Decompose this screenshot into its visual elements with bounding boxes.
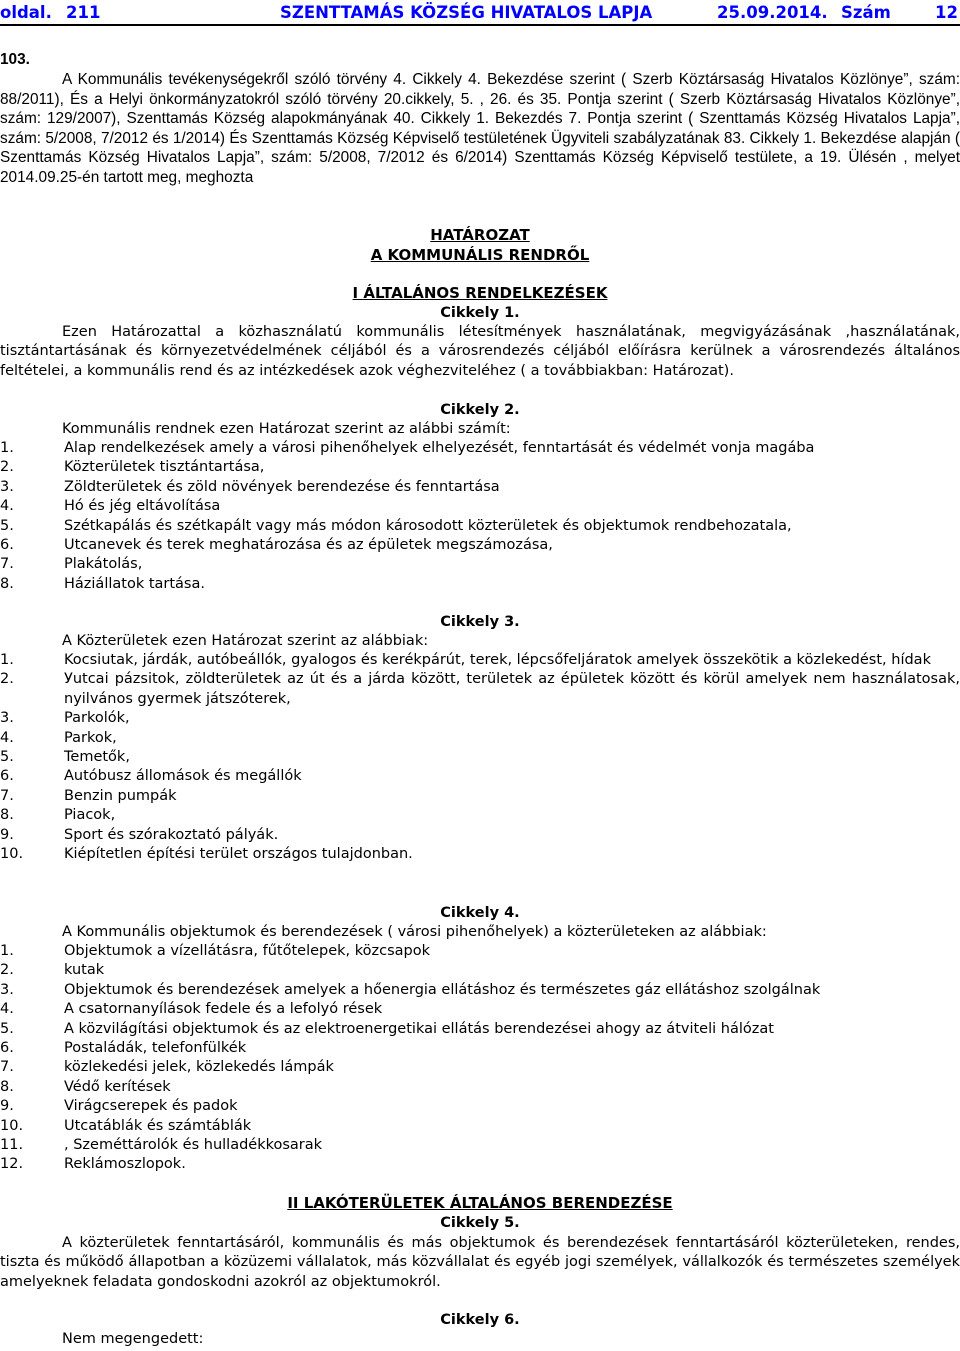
list-item-text: Kocsiutak, járdák, autóbeállók, gyalogos és kerékpárút, terek, lépcsőfeljáratok amelyek összekötik a közlekedést, hídak [64, 652, 931, 668]
list-item-text: Sport és szórakoztató pályák. [64, 826, 279, 843]
list-item-text: Objektumok és berendezések amelyek a hőenergia ellátáshoz és természetes gáz ellátáshoz szolgálnak [64, 981, 821, 998]
list-item-number: 1. [0, 943, 14, 959]
page-header [0, 0, 960, 26]
list-item [0, 1136, 960, 1155]
list-item-number: 10. [0, 846, 24, 863]
list-item-number: 7. [0, 1059, 14, 1076]
list-item [0, 1039, 960, 1058]
list-item-text: A csatornanyílások fedele és a lefolyó rések [64, 1001, 383, 1018]
list-item-number: 8. [0, 575, 14, 592]
list-item-text: Utcatáblák és számtáblák [64, 1117, 252, 1134]
journal-title: SZENTTAMÁS KÖZSÉG HIVATALOS LAPJA [280, 3, 653, 22]
list-item-number: 2. [0, 671, 14, 688]
list-item-text: Kiépítetlen építési terület országos tulajdonban. [64, 846, 413, 863]
page-label: oldal. [0, 3, 52, 22]
list-item-text: Benzin pumpák [64, 787, 177, 804]
page-number: 211 [66, 3, 101, 22]
list-item [0, 767, 960, 786]
list-item [0, 458, 960, 477]
part-1-heading: I ÁLTALÁNOS RENDELKEZÉSEK [352, 284, 608, 302]
list-item [0, 845, 960, 864]
list-item-number: 3. [0, 981, 14, 998]
article-6-heading: Cikkely 6. [440, 1312, 520, 1328]
list-item-number: 5. [0, 517, 14, 534]
list-item [0, 497, 960, 516]
list-item [0, 1020, 960, 1039]
list-item-number: 3. [0, 710, 14, 727]
list-item-text: Parkok, [64, 729, 117, 746]
list-item-text: Plakátolás, [64, 556, 143, 573]
list-item-number: 7. [0, 556, 14, 573]
list-item [0, 1058, 960, 1077]
article-1-heading: Cikkely 1. [440, 305, 520, 321]
part-2-heading: II LAKÓTERÜLETEK ÁLTALÁNOS BERENDEZÉSE [287, 1194, 673, 1212]
list-item-number: 10. [0, 1117, 24, 1134]
article-2-lead: Kommunális rendnek ezen Határozat szerint az alábbi számít: [62, 421, 511, 437]
list-item-text: Piacok, [64, 807, 116, 824]
list-item [0, 729, 960, 748]
list-item [0, 1078, 960, 1097]
decree-title: HATÁROZAT [430, 226, 530, 244]
list-item [0, 806, 960, 825]
list-item-text: Közterületek tisztántartása, [64, 459, 265, 476]
list-item-text: közlekedési jelek, közlekedés lámpák [64, 1059, 334, 1076]
issue-number: 12 [935, 3, 958, 22]
list-item-number: 11. [0, 1137, 24, 1154]
list-item [0, 748, 960, 767]
preamble-paragraph: A Kommunális tevékenységekről szóló törvény 4. Cikkely 4. Bekezdése szerint ( Szerb Köztársaság Hivatalos Közlönye”, szám: 88/2011), És a Helyi önkormányzatokról szóló törvény 20.cikkely, 5. , 26. és 35. Pontja szerint ( Szerb Köztársaság Hivatalos Közlönye”, szám: 129/2007), Szenttamás Község alapokmányának 40. Cikkely 1. Bekezdés 7. Pontja szerint ( Szenttamás Község Hivatalos Lapja”, szám: 5/2008, 7/2012 és 1/2014) És Szenttamás Község Képviselő testületének Ügyviteli szabályzatának 83. Cikkely 1. Bekezdése alapján ( Szenttamás Község Hivatalos Lapja”, szám: 5/2008, 7/2012 és 6/2014) Szenttamás Község Képviselő testülete, a 19. Ülésén , melyet 2014.09.25-én tartott meg, meghozta [0, 71, 960, 186]
list-item-number: 5. [0, 749, 14, 766]
article-5-heading: Cikkely 5. [440, 1215, 520, 1231]
list-item [0, 439, 960, 458]
article-6-lead: Nem megengedett: [62, 1331, 204, 1347]
list-item-number: 6. [0, 768, 14, 785]
list-item [0, 575, 960, 594]
list-item-number: 4. [0, 729, 14, 746]
list-item [0, 1117, 960, 1136]
list-item-number: 6. [0, 1040, 14, 1057]
list-item-number: 6. [0, 537, 14, 554]
list-item-number: 1. [0, 440, 14, 456]
article-4-lead: A Kommunális objektumok és berendezések ( városi pihenőhelyek) a közterületeken az alábbiak: [62, 924, 767, 940]
list-item [0, 1000, 960, 1019]
article-4-list [0, 942, 960, 1175]
list-item [0, 826, 960, 845]
list-item [0, 787, 960, 806]
list-item [0, 651, 960, 670]
list-item-number: 4. [0, 498, 14, 515]
list-item-text: Parkolók, [64, 710, 130, 727]
decree-subtitle: A KOMMUNÁLIS RENDRŐL [370, 246, 590, 264]
list-item-text: Hó és jég eltávolítása [64, 498, 221, 515]
list-item [0, 1097, 960, 1116]
article-2-list [0, 439, 960, 594]
list-item [0, 478, 960, 497]
list-item-number: 7. [0, 787, 14, 804]
article-1-text: Ezen Határozattal a közhasználatú kommunális létesítmények használatának, megvigyázásának ,használatának, tisztántartásának és környezetvédelmének céljából és a városrendezés céljából előírásra kerülnek a városrendezés általános feltételei, a kommunális rend és az intézkedések azok véghezviteléhez ( a továbbiakban: Határozat). [0, 324, 960, 379]
list-item-text: Autóbusz állomások és megállók [64, 768, 302, 785]
list-item-text: Objektumok a vízellátásra, fűtőtelepek, közcsapok [64, 943, 431, 959]
list-item-text: Szétkapálás és szétkapált vagy más módon károsodott közterületek és objektumok rendbehozatala, [64, 517, 792, 534]
list-item [0, 961, 960, 980]
list-item-text: Utcanevek és terek meghatározása és az épületek megszámozása, [64, 537, 553, 554]
list-item-text: Zöldterületek és zöld növények berendezése és fenntartása [64, 478, 500, 495]
list-item [0, 981, 960, 1000]
list-item [0, 555, 960, 574]
article-3-lead: A Közterületek ezen Határozat szerint az alábbiak: [62, 633, 429, 649]
list-item-text: A közvilágítási objektumok és az elektroenergetikai ellátás berendezései ahogy az átviteli hálózat [64, 1020, 774, 1037]
list-item-number: 2. [0, 459, 14, 476]
list-item-number: 9. [0, 1098, 14, 1115]
list-item-text: Alap rendelkezések amely a városi pihenőhelyek elhelyezését, fenntartását és védelmét vonja magába [64, 440, 815, 456]
list-item-number: 8. [0, 1078, 14, 1095]
article-3-list [0, 651, 960, 864]
article-4-heading: Cikkely 4. [440, 905, 520, 921]
article-2-heading: Cikkely 2. [440, 402, 520, 418]
list-item-number: 5. [0, 1020, 14, 1037]
list-item [0, 709, 960, 728]
list-item-text: Virágcserepek és padok [64, 1098, 238, 1115]
list-item [0, 536, 960, 555]
list-item-text: Védő kerítések [64, 1078, 171, 1095]
list-item [0, 517, 960, 536]
list-item-text: Temetők, [64, 749, 130, 766]
issue-date: 25.09.2014. [717, 3, 828, 22]
list-item-text: Уutcai pázsitok, zöldterületek az út és a járda között, területek az épületek között és körül amelyek nem használatosak, nyilvános gyermek játszóterek, [64, 671, 960, 707]
list-item-number: 3. [0, 478, 14, 495]
decree-number: 103. [0, 51, 30, 68]
article-3-heading: Cikkely 3. [440, 614, 520, 630]
list-item-number: 4. [0, 1001, 14, 1018]
header-divider [0, 24, 960, 26]
article-5-text: A közterületek fenntartásáról, kommunális és más objektumok és berendezések fenntartásáról közterületeken, rendes, tiszta és működő állapotban a közüzemi vállalatok, más közvállalat és egyéb jogi személyek, vállalkozók és természetes személyek amelyeknek feladata gondoskodni azokról az objektumokról. [0, 1235, 960, 1290]
list-item-text: Postaládák, telefonfülkék [64, 1040, 247, 1057]
list-item-number: 2. [0, 962, 14, 979]
list-item [0, 1155, 960, 1174]
list-item-text: , Szeméttárolók és hulladékkosarak [64, 1137, 323, 1154]
list-item-text: Háziállatok tartása. [64, 575, 205, 592]
list-item-text: Reklámoszlopok. [64, 1156, 186, 1173]
list-item-number: 9. [0, 826, 14, 843]
list-item [0, 942, 960, 961]
issue-label: Szám [841, 3, 891, 22]
list-item-number: 1. [0, 652, 14, 668]
list-item-number: 8. [0, 807, 14, 824]
list-item [0, 670, 960, 709]
list-item-text: kutak [64, 962, 105, 979]
list-item-number: 12. [0, 1156, 24, 1173]
